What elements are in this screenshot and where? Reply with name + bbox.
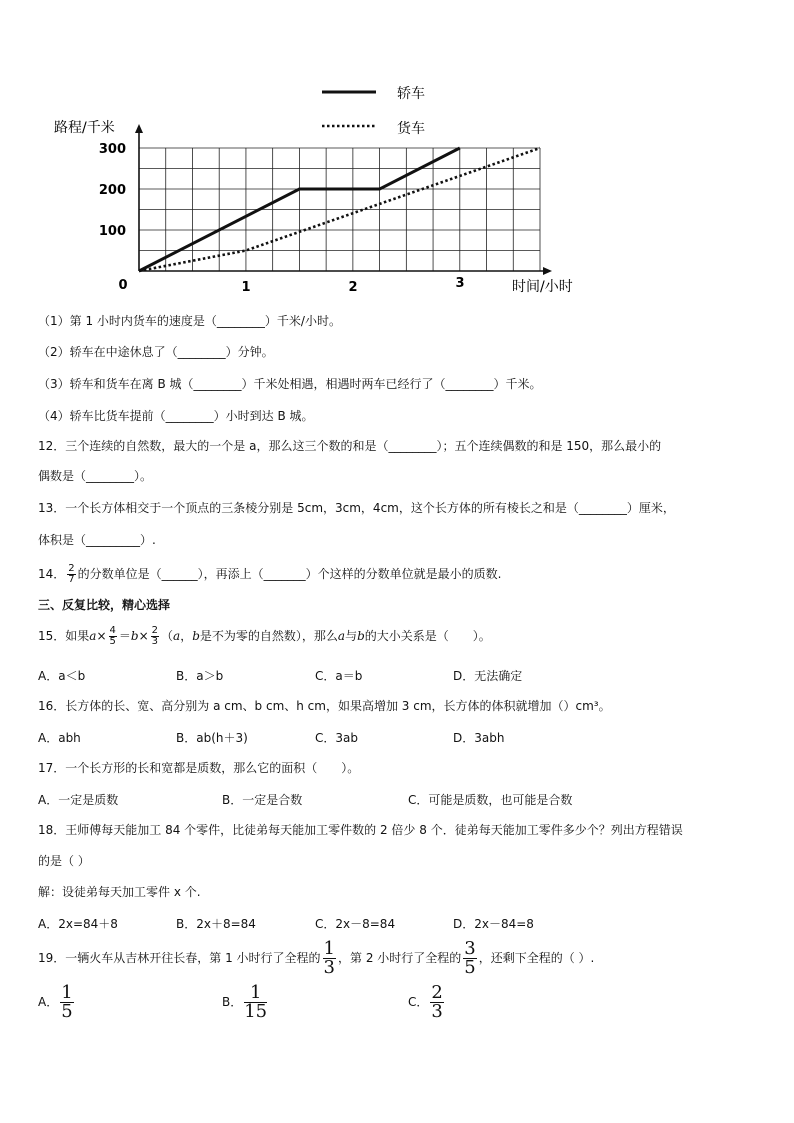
fraction-denominator: 5: [61, 1001, 73, 1022]
q16-option-b[interactable]: B．ab(h＋3): [176, 731, 248, 745]
times-sign: ×: [96, 629, 107, 643]
x-tick-label: 0: [118, 278, 128, 293]
var-a: a: [337, 629, 346, 643]
q11-sub1: （1）第 1 小时内货车的速度是（________）千米/小时。: [38, 314, 341, 328]
x-tick-label: 2: [348, 280, 358, 295]
q12-line1: 12．三个连续的自然数，最大的一个是 a，那么这三个数的和是（________）；五个连续偶数的和是 150，那么最小的: [38, 439, 662, 453]
q18-option-d[interactable]: D．2x－84=8: [453, 917, 534, 931]
q18-line2: 的是（ ）: [38, 854, 90, 868]
q14-number: 14．: [38, 567, 66, 581]
q15-text: 是不为零的自然数），那么: [199, 629, 338, 643]
q18-line3: 解：设徒弟每天加工零件 x 个.: [38, 885, 201, 899]
q19-option-a[interactable]: [38, 982, 76, 1022]
chart-grid: [139, 148, 540, 271]
q13-line1: 13．一个长方体相交于一个顶点的三条棱分别是 5cm，3cm，4cm，这个长方体的所有棱长之和是（________）厘米，: [38, 501, 675, 515]
option-letter: A．: [38, 995, 59, 1009]
q15-option-c[interactable]: C．a＝b: [315, 669, 363, 683]
q11-sub3: （3）轿车和货车在离 B 城（________）千米处相遇，相遇时两车已经行了（________）千米。: [38, 377, 542, 391]
q11-sub2: （2）轿车在中途休息了（________）分钟。: [38, 345, 274, 359]
fraction-denominator: 3: [151, 636, 159, 647]
times-sign: ×: [138, 629, 149, 643]
equals-sign: ＝: [118, 629, 131, 643]
fraction-numerator: 2: [431, 982, 443, 1003]
legend-label-truck: 货车: [397, 121, 425, 137]
fraction-denominator: 3: [431, 1001, 443, 1022]
q13-line2: 体积是（_________）.: [38, 533, 156, 547]
q18-line1: 18．王师傅每天能加工 84 个零件，比徒弟每天能加工零件数的 2 倍少 8 个．徒弟每天能加工零件多少个？列出方程错误: [38, 823, 683, 837]
y-tick-label: 100: [98, 224, 126, 239]
option-letter: B．: [222, 995, 243, 1009]
option-fraction: [244, 984, 267, 1021]
var-a: a: [173, 629, 181, 643]
y-axis-arrow: [135, 124, 143, 133]
q12-line2: 偶数是（________）。: [38, 469, 153, 483]
option-fraction: [430, 984, 443, 1021]
q19-option-b[interactable]: [222, 982, 269, 1022]
q19-fraction-1: [323, 940, 336, 977]
q11-sub4: （4）轿车比货车提前（________）小时到达 B 城。: [38, 409, 314, 423]
q14-fraction: [67, 564, 75, 585]
option-fraction: [60, 984, 73, 1021]
chart-ticks: [99, 142, 465, 295]
legend-label-car: 轿车: [397, 86, 425, 102]
q19-option-c[interactable]: [408, 982, 446, 1022]
chart-legend: [322, 86, 425, 137]
q15-number: 15．如果: [38, 629, 90, 643]
q17-option-b[interactable]: B．一定是合数: [222, 793, 303, 807]
fraction-denominator: 15: [244, 1001, 268, 1022]
q14: [38, 558, 501, 590]
q14-text: 的分数单位是（______），再添上（_______）个这样的分数单位就是最小的质数.: [77, 567, 502, 581]
q19-fraction-2: [463, 940, 476, 977]
fraction-numerator: 2: [151, 625, 159, 636]
q15-text: ，: [180, 629, 193, 643]
q15-text: （: [161, 629, 174, 643]
fraction-denominator: 7: [68, 574, 75, 585]
distance-time-chart: [0, 0, 794, 305]
var-a: a: [89, 629, 97, 643]
x-axis-label: 时间/小时: [512, 279, 573, 295]
q15-option-d[interactable]: D．无法确定: [453, 669, 523, 683]
y-tick-label: 200: [98, 183, 126, 198]
section-3-heading: 三、反复比较，精心选择: [38, 598, 171, 612]
var-b: b: [192, 629, 200, 643]
x-tick-label: 1: [241, 280, 251, 295]
var-b: b: [357, 629, 365, 643]
q17-option-c[interactable]: C．可能是质数，也可能是合数: [408, 793, 573, 807]
q16-option-a[interactable]: A．abh: [38, 731, 81, 745]
option-letter: C．: [408, 995, 429, 1009]
q18-option-b[interactable]: B．2x＋8=84: [176, 917, 256, 931]
fraction-denominator: 3: [323, 957, 335, 978]
fraction-numerator: 2: [68, 563, 75, 574]
q16-option-c[interactable]: C．3ab: [315, 731, 358, 745]
y-axis-label: 路程/千米: [54, 120, 115, 136]
q18-option-a[interactable]: A．2x=84＋8: [38, 917, 118, 931]
q19-text: ，还剩下全程的（ ）.: [478, 951, 595, 965]
x-axis-arrow: [543, 267, 552, 275]
q19: [38, 938, 594, 978]
chart-axes: [135, 124, 552, 275]
q15-fraction-1: [109, 626, 117, 647]
fraction-denominator: 5: [464, 957, 476, 978]
fraction-numerator: 4: [109, 625, 116, 636]
fraction-numerator: 1: [244, 984, 267, 1003]
q17-option-a[interactable]: A．一定是质数: [38, 793, 119, 807]
q15: [38, 620, 491, 652]
q19-text: ，第 2 小时行了全程的: [338, 951, 462, 965]
fraction-numerator: 1: [323, 938, 335, 959]
q16-option-d[interactable]: D．3abh: [453, 731, 505, 745]
q15-text: 与: [345, 629, 358, 643]
fraction-numerator: 1: [61, 982, 73, 1003]
q15-option-a[interactable]: A．a＜b: [38, 669, 86, 683]
fraction-denominator: 5: [109, 636, 116, 647]
var-b: b: [130, 629, 139, 643]
x-tick-label: 3: [455, 276, 465, 291]
fraction-numerator: 3: [464, 938, 476, 959]
q15-option-b[interactable]: B．a＞b: [176, 669, 224, 683]
q15-text: 的大小关系是（ ）。: [364, 629, 491, 643]
q17-stem: 17．一个长方形的长和宽都是质数，那么它的面积（ ）。: [38, 761, 360, 775]
q19-text: 19．一辆火车从吉林开往长春，第 1 小时行了全程的: [38, 951, 321, 965]
q16-stem: 16．长方体的长、宽、高分别为 a cm、b cm、h cm，如果高增加 3 cm，长方体的体积就增加（）cm³。: [38, 699, 611, 713]
q18-option-c[interactable]: C．2x－8=84: [315, 917, 396, 931]
y-tick-label: 300: [98, 142, 126, 157]
q15-fraction-2: [151, 626, 159, 647]
